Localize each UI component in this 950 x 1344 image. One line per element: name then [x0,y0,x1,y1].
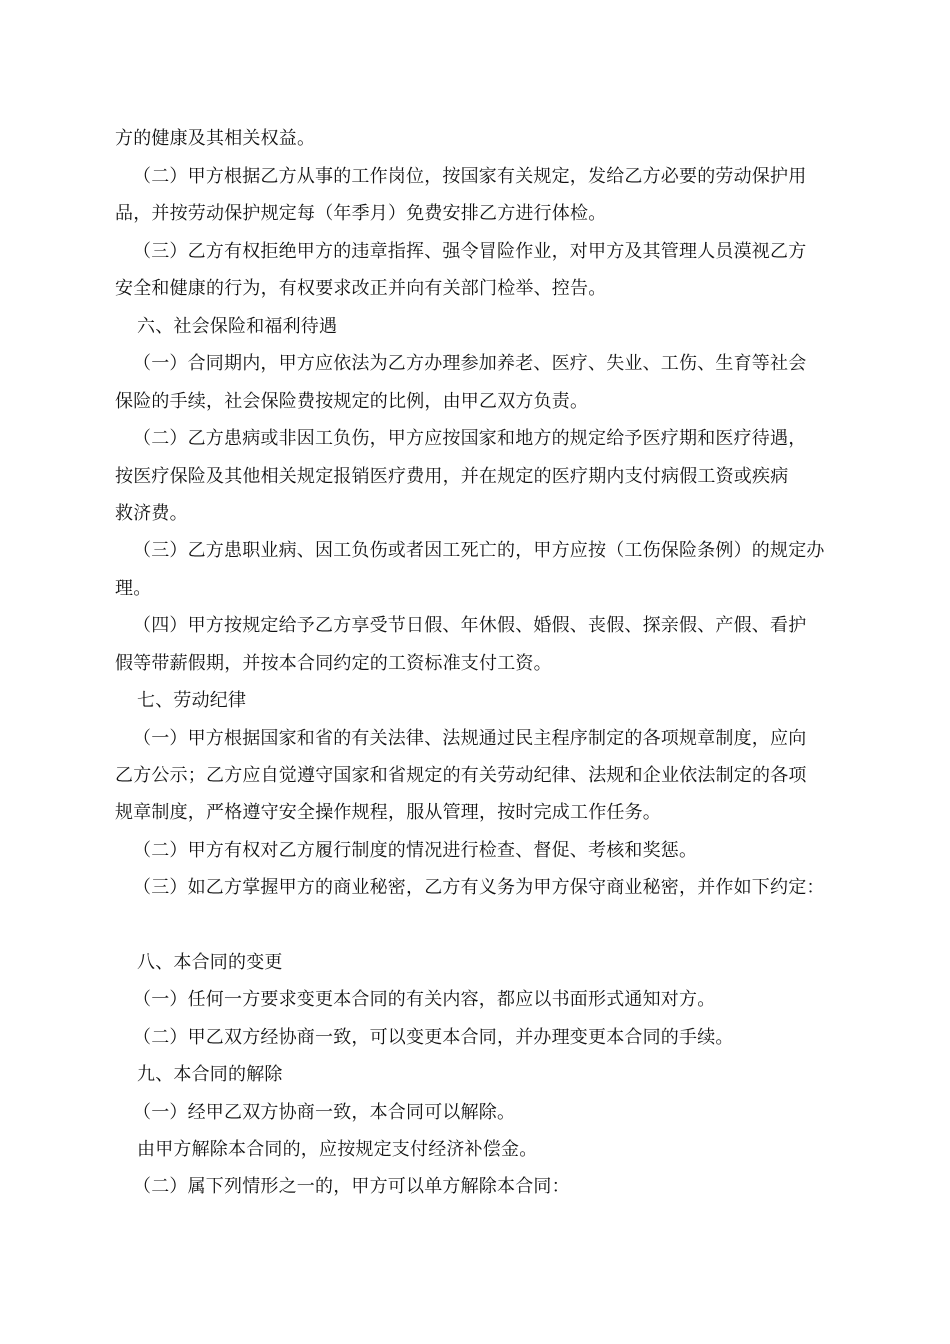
text-line: （三）如乙方掌握甲方的商业秘密，乙方有义务为甲方保守商业秘密，并作如下约定： [133,877,825,898]
text-line: （二）甲乙双方经协商一致，可以变更本合同，并办理变更本合同的手续。 [133,1027,734,1048]
text-line: （二）甲方根据乙方从事的工作岗位，按国家有关规定，发给乙方必要的劳动保护用 [133,166,807,187]
section-heading: 九、本合同的解除 [137,1064,283,1085]
text-line: （一）经甲乙双方协商一致，本合同可以解除。 [133,1102,516,1123]
text-line: （二）属下列情形之一的，甲方可以单方解除本合同： [133,1176,570,1197]
text-line: （四）甲方按规定给予乙方享受节日假、年休假、婚假、丧假、探亲假、产假、看护 [133,615,807,636]
text-line: （三）乙方患职业病、因工负伤或者因工死亡的，甲方应按（工伤保险条例）的规定办 [133,540,825,561]
text-line: （一）任何一方要求变更本合同的有关内容，都应以书面形式通知对方。 [133,989,716,1010]
text-line: 理。 [115,578,152,599]
text-line: 方的健康及其相关权益。 [115,128,316,149]
text-line: （三）乙方有权拒绝甲方的违章指挥、强令冒险作业，对甲方及其管理人员漠视乙方 [133,241,807,262]
text-line: 假等带薪假期，并按本合同约定的工资标准支付工资。 [115,653,552,674]
section-heading: 八、本合同的变更 [137,952,283,973]
text-line: 规章制度，严格遵守安全操作规程，服从管理，按时完成工作任务。 [115,802,661,823]
text-line: （一）甲方根据国家和省的有关法律、法规通过民主程序制定的各项规章制度，应向 [133,728,807,749]
text-line: 品，并按劳动保护规定每（年季月）免费安排乙方进行体检。 [115,203,607,224]
text-line: 按医疗保险及其他相关规定报销医疗费用，并在规定的医疗期内支付病假工资或疾病 [115,466,789,487]
section-heading: 七、劳动纪律 [137,690,247,711]
text-line: （一）合同期内，甲方应依法为乙方办理参加养老、医疗、失业、工伤、生育等社会 [133,353,807,374]
text-line: 由甲方解除本合同的，应按规定支付经济补偿金。 [137,1139,538,1160]
text-line: （二）甲方有权对乙方履行制度的情况进行检查、督促、考核和奖惩。 [133,840,698,861]
text-line: （二）乙方患病或非因工负伤，甲方应按国家和地方的规定给予医疗期和医疗待遇， [133,428,807,449]
text-line: 乙方公示；乙方应自觉遵守国家和省规定的有关劳动纪律、法规和企业依法制定的各项 [115,765,807,786]
text-line: 安全和健康的行为，有权要求改正并向有关部门检举、控告。 [115,278,607,299]
text-line: 保险的手续，社会保险费按规定的比例，由甲乙双方负责。 [115,391,589,412]
section-heading: 六、社会保险和福利待遇 [137,316,338,337]
text-line: 救济费。 [115,503,188,524]
